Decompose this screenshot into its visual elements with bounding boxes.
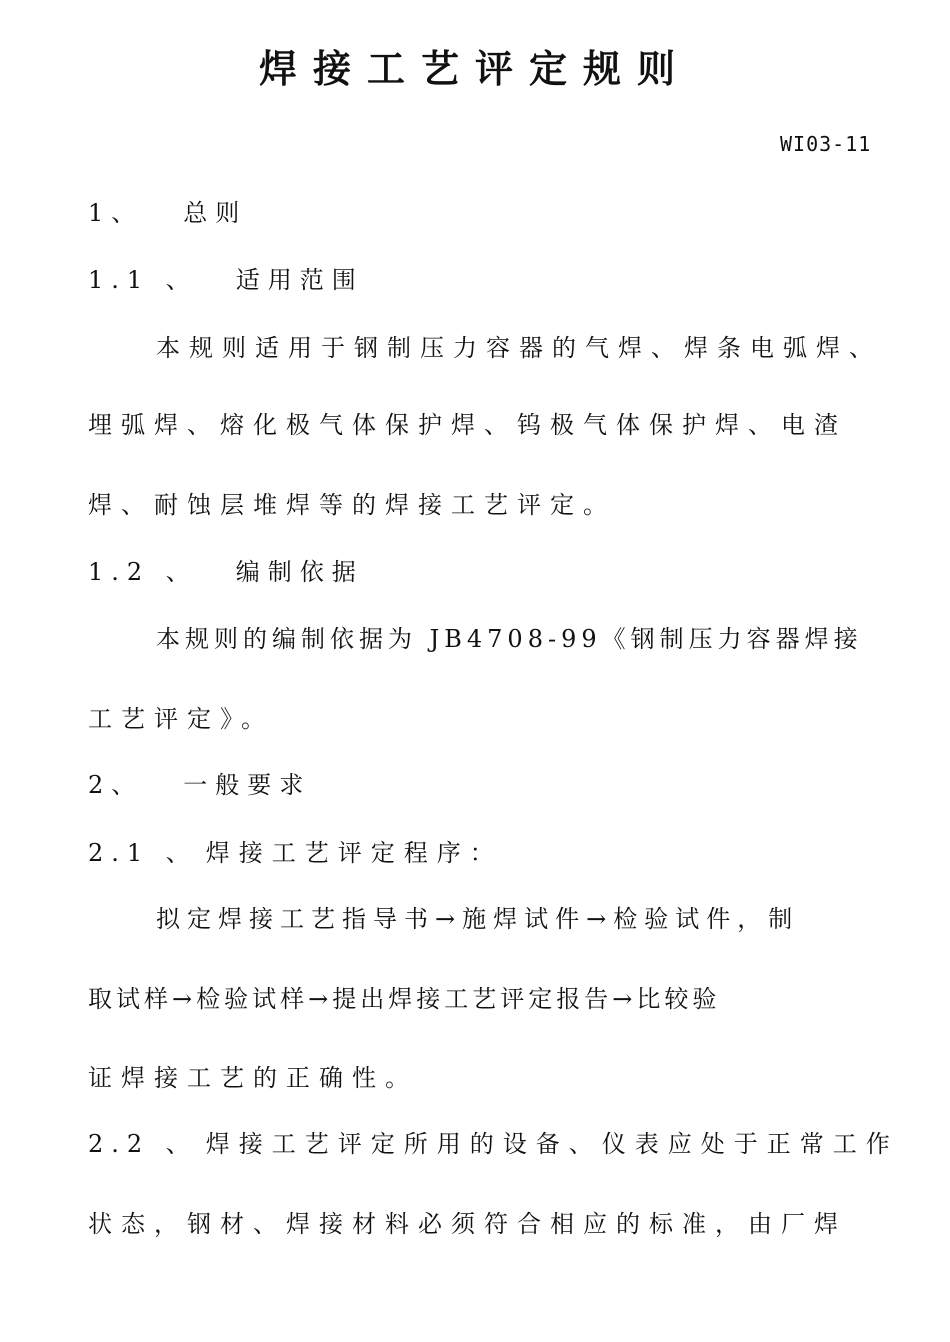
section-title: 适用范围: [235, 266, 364, 294]
paragraph-line: 证焊接工艺的正确性。: [88, 1064, 418, 1092]
section-title: 一般要求: [183, 771, 312, 799]
section-heading-2-1: [88, 841, 503, 865]
section-title: 焊接工艺评定程序：: [205, 839, 503, 867]
paragraph-line: 焊、耐蚀层堆焊等的焊接工艺评定。: [88, 491, 616, 519]
paragraph-line: 状态，钢材、焊接材料必须符合相应的标准，由厂焊: [88, 1210, 847, 1238]
paragraph-line: 本规则的编制依据为 JB4708-99《钢制压力容器焊接: [156, 625, 863, 653]
section-number: 1.2 、: [88, 558, 198, 586]
document-title: 焊接工艺评定规则: [258, 47, 691, 91]
paragraph-line: 工艺评定》。: [88, 705, 274, 733]
section-heading-1-2: [88, 560, 364, 584]
section-number: 2、: [88, 771, 144, 799]
section-number: 2.2 、: [88, 1130, 198, 1158]
section-number: 2.1 、: [88, 839, 198, 867]
section-heading-1-1: [88, 268, 364, 292]
section-heading-2: [88, 773, 311, 797]
paragraph-line: 拟定焊接工艺指导书→施焊试件→检验试件，制: [156, 905, 800, 933]
paragraph-line: 本规则适用于钢制压力容器的气焊、焊条电弧焊、: [156, 334, 882, 362]
section-heading-1: [88, 201, 247, 225]
document-number: WI03-11: [780, 132, 872, 156]
paragraph-line: 埋弧焊、熔化极气体保护焊、钨极气体保护焊、电渣: [88, 411, 847, 439]
section-number: 1、: [88, 199, 144, 227]
section-number: 1.1 、: [88, 266, 198, 294]
section-heading-2-2: [88, 1132, 899, 1156]
section-title: 编制依据: [235, 558, 364, 586]
paragraph-line: 取试样→检验试样→提出焊接工艺评定报告→比较验: [88, 985, 721, 1013]
paragraph-line: 焊接工艺评定所用的设备、仪表应处于正常工作: [205, 1130, 899, 1158]
section-title: 总则: [183, 199, 248, 227]
